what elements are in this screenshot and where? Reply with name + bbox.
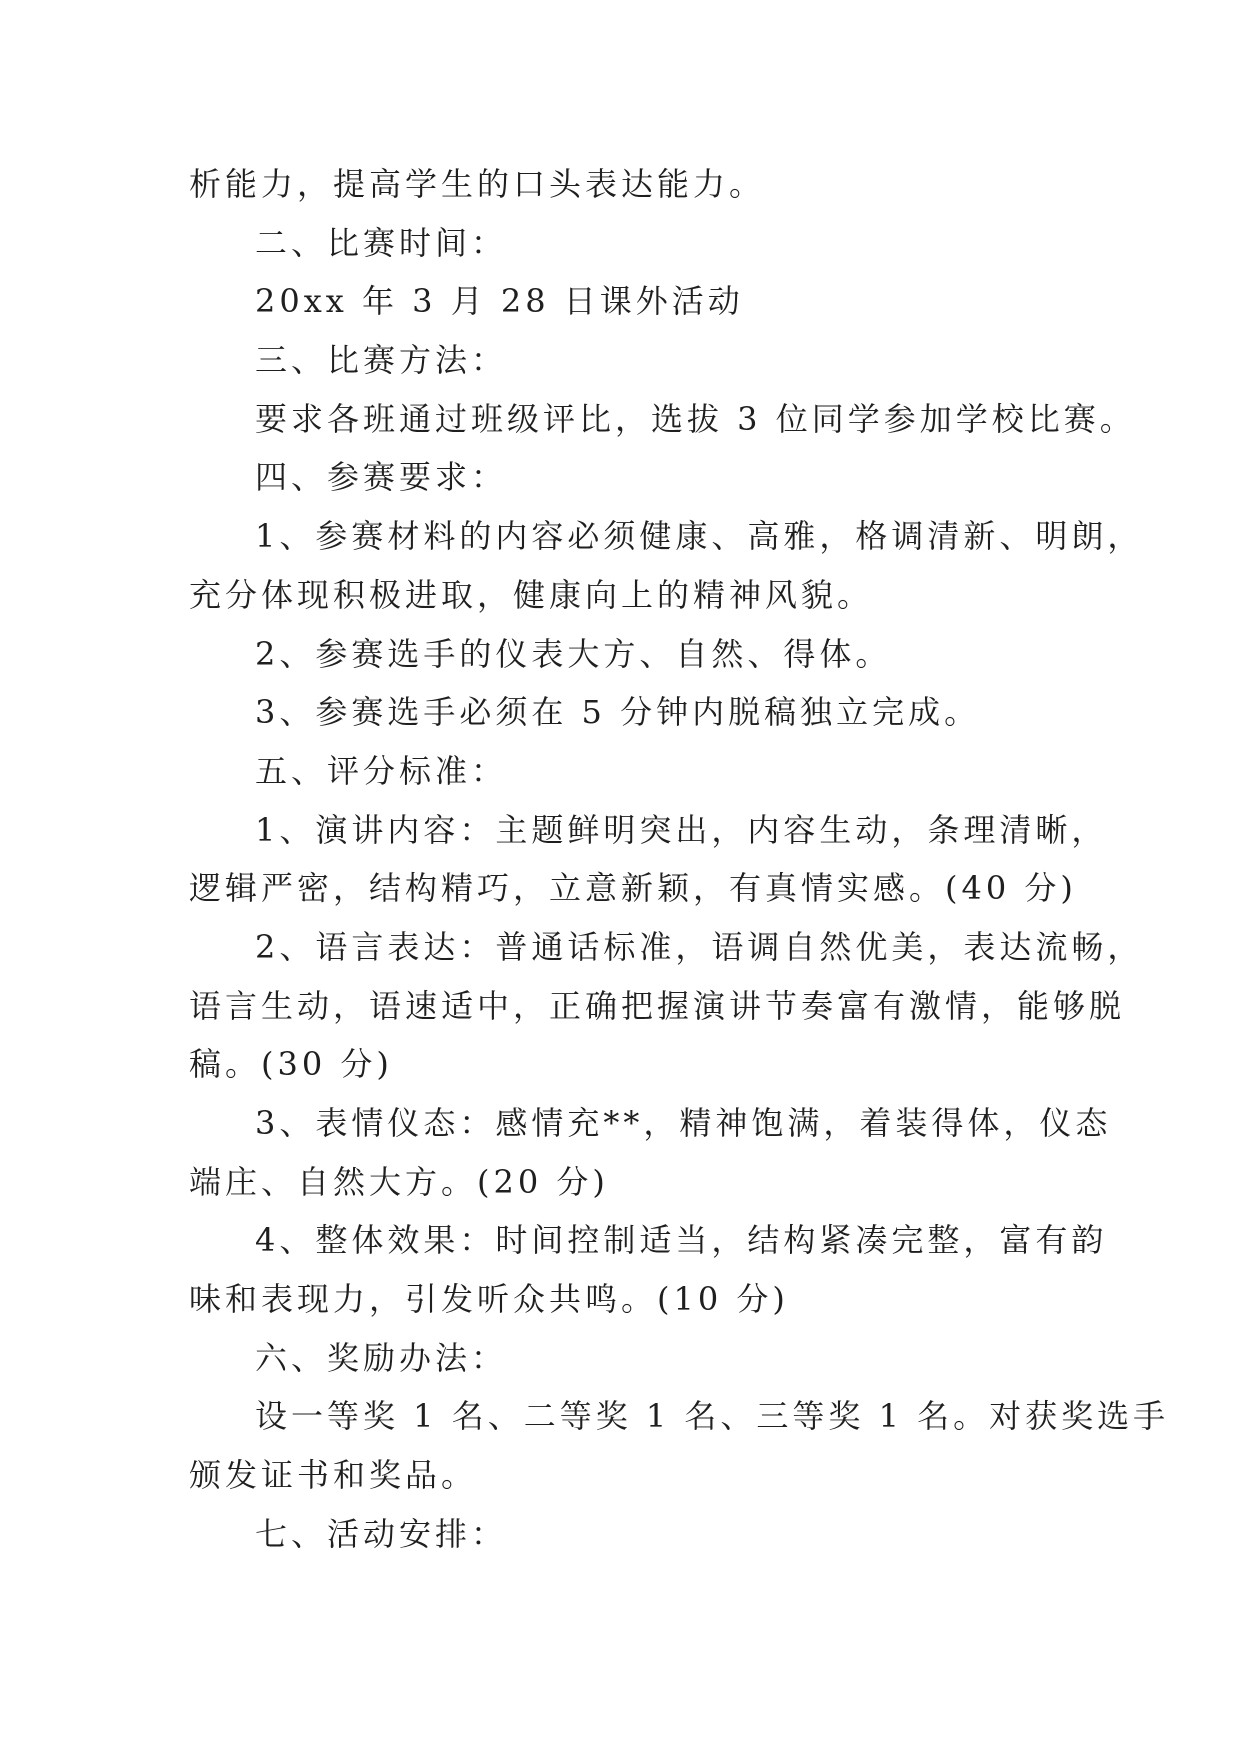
paragraph-line: 稿。(30 分) [189,1045,393,1084]
paragraph-line: 逻辑严密，结构精巧，立意新颖，有真情实感。(40 分) [189,869,1077,908]
section-heading-scoring: 五、评分标准： [255,751,508,790]
section-heading-method: 三、比赛方法： [255,341,508,380]
paragraph-line: 充分体现积极进取，健康向上的精神风貌。 [189,575,874,614]
paragraph-line: 3、表情仪态：感情充**，精神饱满，着装得体，仪态 [255,1104,1112,1142]
paragraph-line: 语言生动，语速适中，正确把握演讲节奏富有激情，能够脱 [189,986,1126,1025]
section-heading-time: 二、比赛时间： [255,223,508,262]
section-heading-schedule: 七、活动安排： [255,1514,508,1553]
paragraph-line: 2、语言表达：普通话标准，语调自然优美，表达流畅， [255,927,1144,966]
document-body [189,155,1170,1564]
paragraph-line: 设一等奖 1 名、二等奖 1 名、三等奖 1 名。对获奖选手 [255,1397,1170,1436]
section-heading-requirements: 四、参赛要求： [255,458,508,497]
paragraph-line: 20xx 年 3 月 28 日课外活动 [255,282,744,321]
paragraph-line: 3、参赛选手必须在 5 分钟内脱稿独立完成。 [255,693,981,732]
paragraph-line: 要求各班通过班级评比，选拔 3 位同学参加学校比赛。 [255,399,1136,438]
paragraph-line: 1、参赛材料的内容必须健康、高雅，格调清新、明朗， [255,517,1144,556]
paragraph-line: 析能力，提高学生的口头表达能力。 [189,165,766,203]
paragraph-line: 1、演讲内容：主题鲜明突出，内容生动，条理清晰， [255,810,1108,849]
paragraph-line: 端庄、自然大方。(20 分) [189,1162,609,1201]
paragraph-line: 颁发证书和奖品。 [189,1456,478,1495]
paragraph-line: 味和表现力，引发听众共鸣。(10 分) [189,1280,789,1319]
paragraph-line: 2、参赛选手的仪表大方、自然、得体。 [255,634,892,673]
section-heading-awards: 六、奖励办法： [255,1338,508,1377]
paragraph-line: 4、整体效果：时间控制适当，结构紧凑完整，富有韵 [255,1221,1108,1260]
